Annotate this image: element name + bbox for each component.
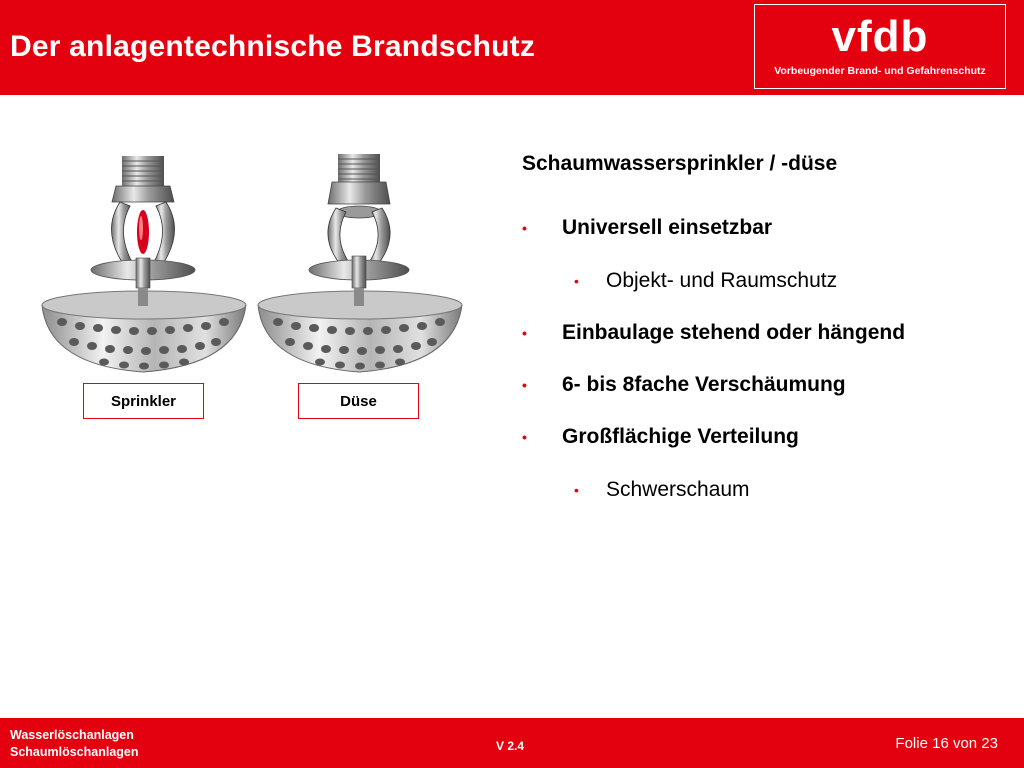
bullet-text: 6- bis 8fache Verschäumung bbox=[562, 373, 846, 396]
bullet-text: Großflächige Verteilung bbox=[562, 425, 799, 448]
sprinkler-image bbox=[40, 150, 250, 390]
footer-topic bbox=[10, 727, 139, 761]
version-label: V 2.4 bbox=[496, 739, 525, 753]
vfdb-logo bbox=[754, 4, 1006, 89]
footer-bar bbox=[0, 718, 1024, 768]
slide-number: Folie 16 von 23 bbox=[895, 735, 998, 752]
bullet-dot: • bbox=[522, 325, 527, 341]
bullet-item bbox=[522, 425, 799, 449]
sprinkler-caption: Sprinkler bbox=[83, 383, 204, 419]
slide-title: Der anlagentechnische Brandschutz bbox=[10, 30, 536, 63]
bullet-dot: • bbox=[522, 377, 527, 393]
bullet-dot: • bbox=[574, 273, 579, 289]
bullet-text: Einbaulage stehend oder hängend bbox=[562, 321, 906, 344]
bullet-dot: • bbox=[522, 429, 527, 445]
nozzle-caption: Düse bbox=[298, 383, 419, 419]
footer-line-1: Wasserlöschanlagen bbox=[10, 728, 134, 742]
bullet-item bbox=[522, 321, 906, 345]
logo-subtitle: Vorbeugender Brand- und Gefahrenschutz bbox=[774, 65, 986, 77]
bullet-item bbox=[522, 216, 773, 240]
bullet-dot: • bbox=[522, 220, 527, 236]
bullet-dot: • bbox=[574, 482, 579, 498]
footer-line-2: Schaumlöschanlagen bbox=[10, 745, 139, 759]
nozzle-image bbox=[256, 150, 466, 390]
content-subtitle: Schaumwassersprinkler / -düse bbox=[522, 152, 838, 175]
sub-bullet-item bbox=[574, 269, 838, 293]
bullet-text: Schwerschaum bbox=[606, 478, 750, 501]
sub-bullet-item bbox=[574, 478, 750, 502]
header-bar bbox=[0, 0, 1024, 95]
bullet-item bbox=[522, 373, 846, 397]
bullet-text: Objekt- und Raumschutz bbox=[606, 269, 838, 292]
bullet-text: Universell einsetzbar bbox=[562, 216, 773, 239]
logo-wordmark: vfdb bbox=[831, 12, 929, 61]
